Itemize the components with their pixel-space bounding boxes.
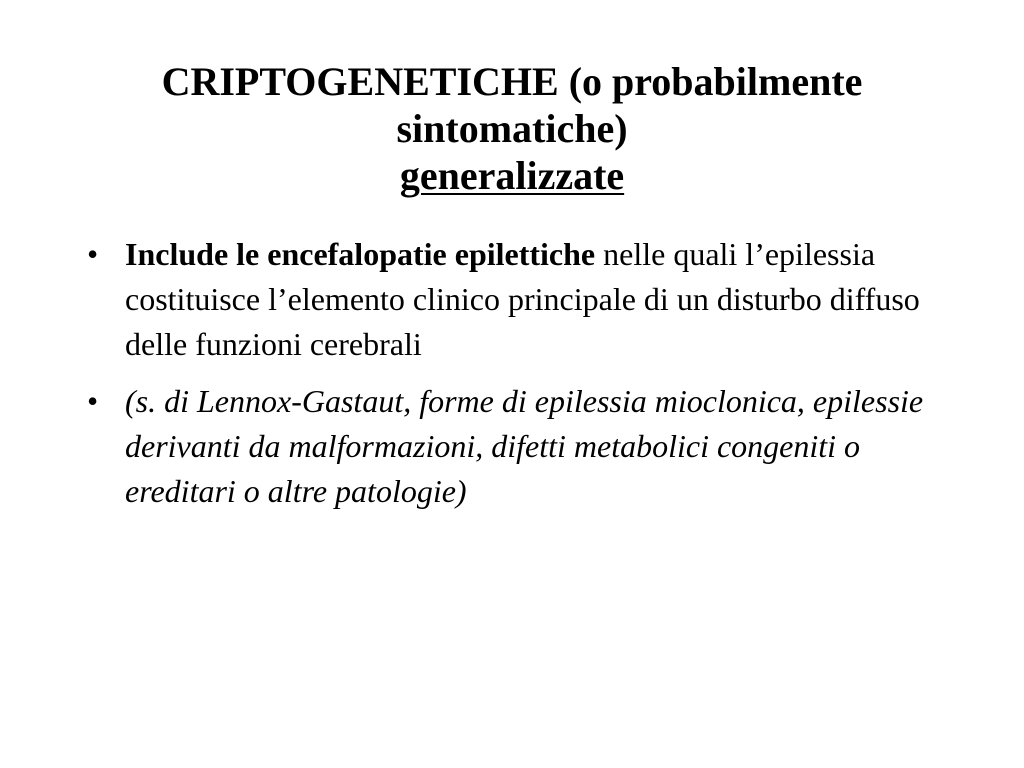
bullet-1-text: nelle quali l’epilessia costituisce l’elemento clinico principale di un disturbo diffuso delle funzioni cerebrali [125,236,920,362]
bullet-marker-icon: • [87,236,99,272]
bullet-list [0,232,1024,526]
bullet-item-1 [0,232,1024,367]
bullet-1-bold-text: Include le encefalopatie epilettiche [125,236,596,272]
title-main: CRIPTOGENETICHE (o probabilmente sintomatiche) [161,59,863,151]
bullet-marker-icon: • [87,383,99,419]
title-subtitle-underlined: generalizzate [399,153,625,198]
bullet-2-italic-text: (s. di Lennox-Gastaut, forme di epilessia mioclonica, epilessie derivanti da malformazioni, difetti metabolici congeniti o ereditari o altre patologie) [125,383,924,509]
slide-title [80,58,944,199]
bullet-item-2 [0,379,1024,514]
